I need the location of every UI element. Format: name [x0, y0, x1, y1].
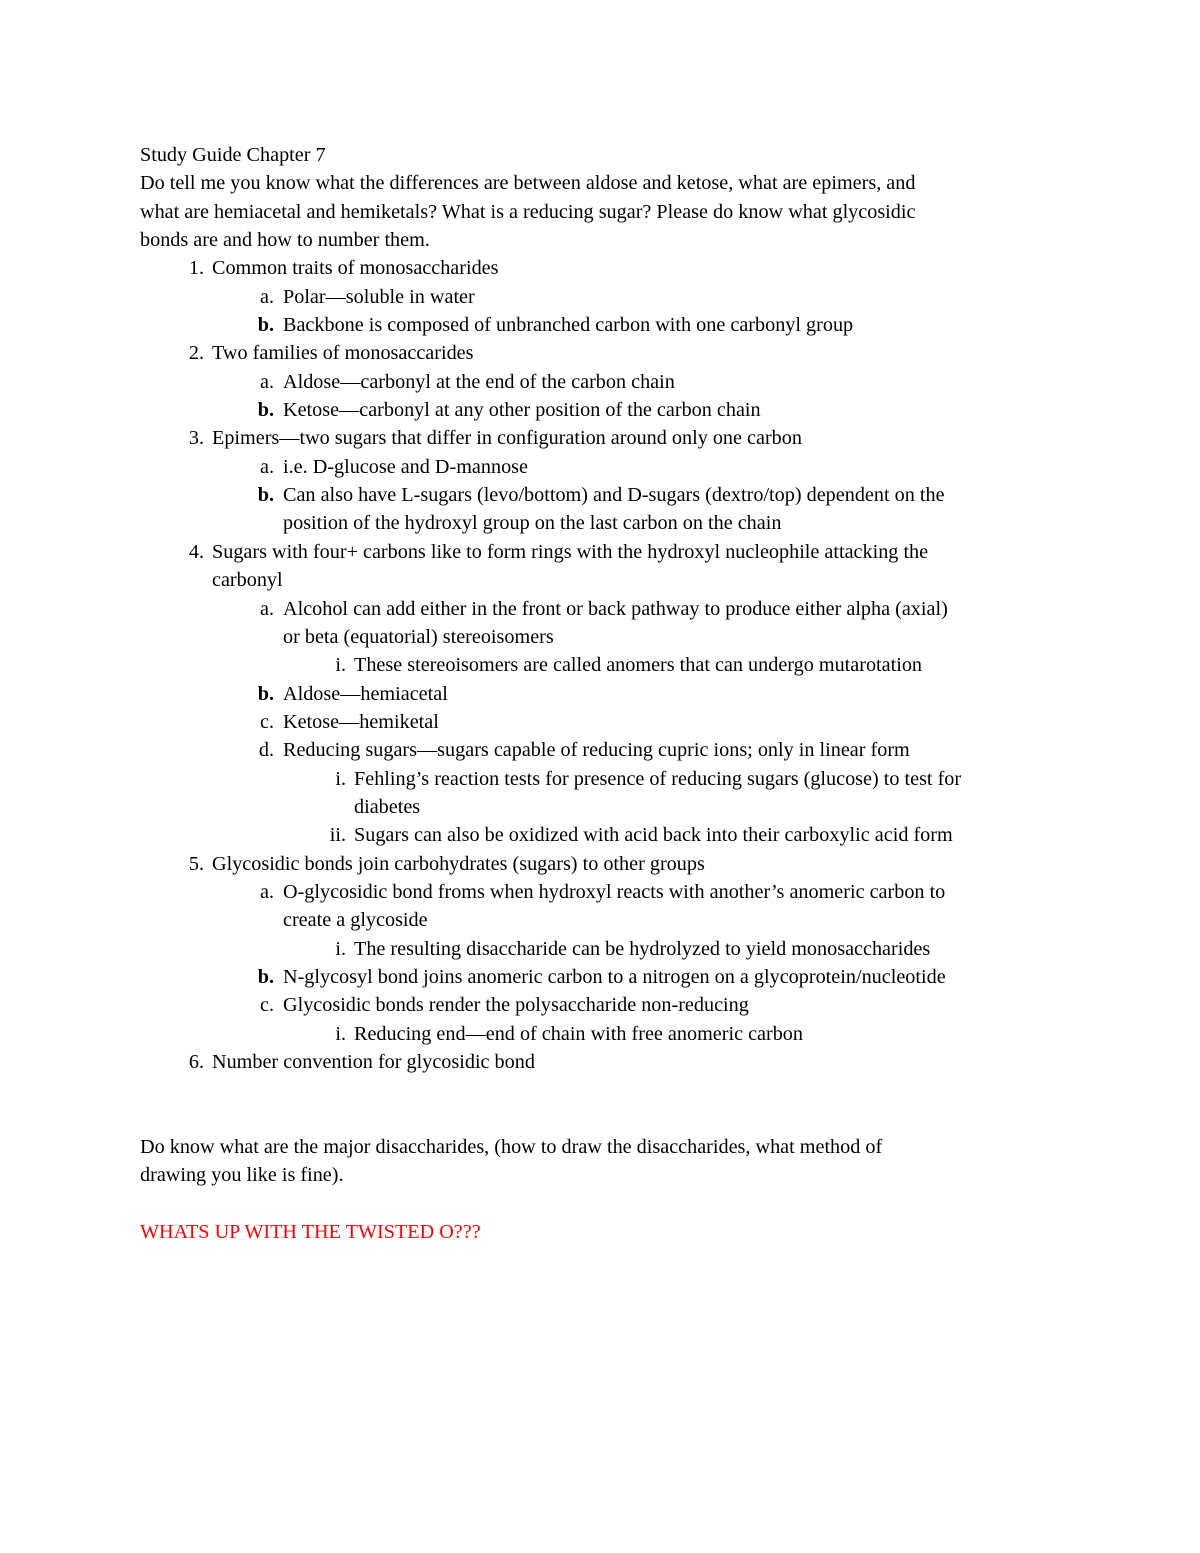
list-marker: 4.	[188, 540, 204, 563]
red-question: WHATS UP WITH THE TWISTED O???	[140, 1221, 481, 1244]
list-item	[140, 311, 1060, 339]
list-marker: b.	[257, 965, 274, 988]
list-item-text: Alcohol can add either in the front or back pathway to produce either alpha (axial)	[283, 597, 948, 620]
blank-line	[140, 1190, 1060, 1218]
list-item-text: N-glycosyl bond joins anomeric carbon to a nitrogen on a glycoprotein/nucleotide	[283, 965, 946, 988]
list-marker: a.	[259, 597, 274, 620]
list-item-text: Number convention for glycosidic bond	[212, 1051, 535, 1073]
list-marker: c.	[259, 710, 274, 733]
list-marker: d.	[258, 739, 274, 762]
list-item	[140, 765, 1060, 822]
list-item-text: The resulting disaccharide can be hydrolyzed to yield monosaccharides	[354, 937, 931, 960]
list-item-text: O-glycosidic bond froms when hydroxyl reacts with another’s anomeric carbon to	[283, 880, 946, 903]
list-item	[140, 935, 1060, 963]
list-marker: i.	[335, 767, 346, 790]
intro-line: Do tell me you know what the differences are between aldose and ketose, what are epimers, and	[140, 172, 916, 195]
outline-list	[140, 254, 1060, 1076]
list-marker: b.	[257, 484, 274, 507]
list-item	[140, 850, 1060, 878]
list-item-text: Can also have L-sugars (levo/bottom) and D-sugars (dextro/top) dependent on the	[283, 484, 945, 507]
list-item-text: Ketose—carbonyl at any other position of the carbon chain	[283, 399, 761, 422]
list-item	[140, 708, 1060, 736]
list-item	[140, 339, 1060, 367]
list-item	[140, 283, 1060, 311]
intro-line: bonds are and how to number them.	[140, 229, 430, 252]
list-item-text: Fehling’s reaction tests for presence of reducing sugars (glucose) to test for	[354, 767, 962, 790]
list-marker: 6.	[188, 1051, 204, 1073]
list-item-text: or beta (equatorial) stereoisomers	[283, 625, 554, 648]
closing-paragraph	[140, 1133, 1060, 1190]
list-marker: b.	[257, 682, 274, 705]
list-item	[140, 1020, 1060, 1048]
closing-line: drawing you like is fine).	[140, 1164, 344, 1187]
page-title: Study Guide Chapter 7	[140, 144, 326, 166]
closing-line: Do know what are the major disaccharides, (how to draw the disaccharides, what method of	[140, 1136, 883, 1159]
list-item-text: Ketose—hemiketal	[283, 710, 439, 733]
list-item-text: Glycosidic bonds render the polysaccharide non-reducing	[283, 994, 749, 1017]
list-item-text: create a glycoside	[283, 909, 428, 932]
list-item	[140, 368, 1060, 396]
blank-space	[140, 1076, 1060, 1133]
list-item-text: These stereoisomers are called anomers that can undergo mutarotation	[354, 654, 923, 677]
list-item-text: Reducing end—end of chain with free anomeric carbon	[354, 1022, 803, 1045]
list-item	[140, 963, 1060, 991]
list-marker: a.	[259, 370, 274, 393]
list-marker: 1.	[188, 257, 204, 280]
list-marker: b.	[257, 399, 274, 422]
list-item-text: Aldose—hemiacetal	[283, 682, 448, 705]
list-marker: i.	[335, 937, 346, 960]
list-marker: ii.	[329, 824, 346, 847]
list-item-text: Sugars with four+ carbons like to form rings with the hydroxyl nucleophile attacking the	[212, 540, 929, 563]
list-item	[140, 481, 1060, 538]
list-item-text: Two families of monosaccarides	[212, 342, 474, 365]
list-item	[140, 991, 1060, 1019]
list-item	[140, 1048, 1060, 1076]
list-item	[140, 254, 1060, 282]
list-item	[140, 680, 1060, 708]
list-item	[140, 595, 1060, 652]
document-page	[140, 141, 1060, 1246]
list-item	[140, 453, 1060, 481]
intro-line: what are hemiacetal and hemiketals? What is a reducing sugar? Please do know what glycosidic	[140, 200, 916, 223]
list-marker: 3.	[188, 427, 204, 450]
list-marker: 5.	[188, 852, 204, 875]
list-item-text: Polar—soluble in water	[283, 285, 475, 308]
list-item	[140, 424, 1060, 452]
list-item-text: Aldose—carbonyl at the end of the carbon chain	[283, 370, 675, 393]
list-marker: c.	[259, 994, 274, 1017]
list-marker: a.	[259, 455, 274, 478]
list-item-text: Common traits of monosaccharides	[212, 257, 499, 280]
intro-paragraph	[140, 169, 1060, 254]
list-item	[140, 736, 1060, 764]
list-item	[140, 651, 1060, 679]
list-item-text: Sugars can also be oxidized with acid back into their carboxylic acid form	[354, 824, 953, 847]
list-item	[140, 821, 1060, 849]
list-item	[140, 538, 1060, 595]
list-marker: a.	[259, 880, 274, 903]
list-item-text: position of the hydroxyl group on the last carbon on the chain	[283, 512, 782, 535]
list-item-text: i.e. D-glucose and D-mannose	[283, 455, 528, 478]
list-item-text: Glycosidic bonds join carbohydrates (sugars) to other groups	[212, 852, 705, 875]
list-item-text: carbonyl	[212, 569, 283, 592]
list-item	[140, 396, 1060, 424]
list-item	[140, 878, 1060, 935]
list-marker: i.	[335, 654, 346, 677]
list-item-text: Backbone is composed of unbranched carbon with one carbonyl group	[283, 314, 854, 337]
list-marker: a.	[259, 285, 274, 308]
list-item-text: Reducing sugars—sugars capable of reducing cupric ions; only in linear form	[283, 739, 910, 762]
list-marker: b.	[257, 314, 274, 337]
list-item-text: diabetes	[354, 795, 421, 818]
list-item-text: Epimers—two sugars that differ in configuration around only one carbon	[212, 427, 802, 450]
list-marker: i.	[335, 1022, 346, 1045]
list-marker: 2.	[188, 342, 204, 365]
